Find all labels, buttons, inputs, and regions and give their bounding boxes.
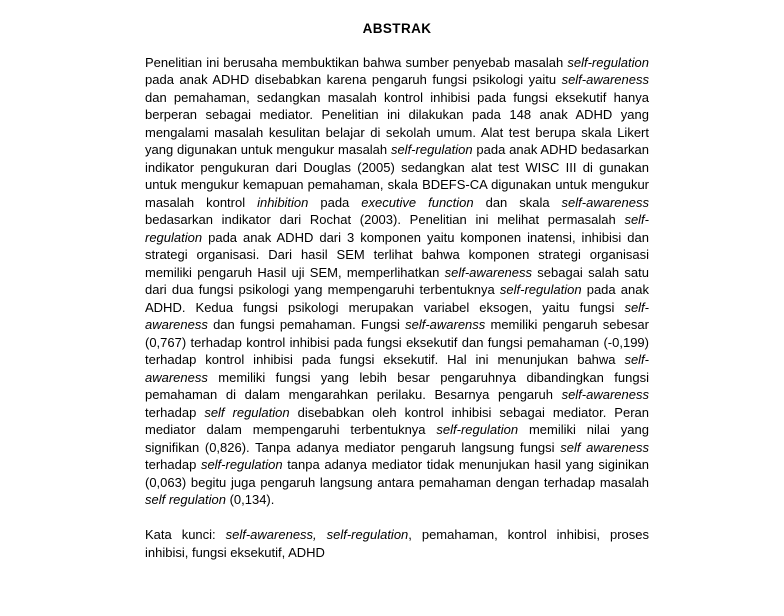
text-run: Kata kunci: [145, 527, 226, 542]
text-run: dan fungsi pemahaman. Fungsi [207, 317, 406, 332]
text-run: sebagai salah satu dari dua fungsi psikologi yang mempengaruhi terbentuknya [145, 264, 649, 297]
italic-term: self regulation [204, 404, 290, 420]
text-run: pada [308, 194, 362, 210]
text-run: terhadap [145, 404, 205, 420]
italic-term: self-awareness [145, 352, 649, 385]
italic-term: self regulation [145, 492, 226, 507]
italic-term: self-regulation [200, 457, 283, 472]
page-title: ABSTRAK [362, 21, 432, 36]
abstract-container [145, 20, 649, 561]
text-run: dan pemahaman, sedangkan masalah kontrol inhibisi pada fungsi eksekutif hanya berperan sebagai mediator. Penelitian ini dilakukan pada 148 anak ADHD yang mengalami masalah kesulitan belajar di sekolah umum. Alat test berupa skala Likert yang digunakan untuk mengukur masalah [145, 89, 649, 157]
text-run: memiliki pengaruh sebesar (0,767) terhadap kontrol inhibisi pada fungsi eksekutif dan fungsi pemahaman (-0,199) terhadap kontrol inhibisi pada fungsi eksekutif. Hal ini menunjukan bahwa [145, 317, 649, 367]
text-run: disebabkan oleh kontrol inhibisi sebagai mediator. Peran mediator dalam mempengaruhi terbentuknya [145, 404, 649, 437]
text-run: memiliki nilai yang signifikan (0,826). Tanpa adanya mediator pengaruh langsung fungsi [145, 422, 649, 455]
italic-term: inhibition [257, 194, 309, 210]
italic-term: self-regulation [145, 212, 649, 245]
text-run: terhadap [145, 457, 201, 472]
italic-term: self-awareness [561, 72, 649, 87]
italic-term: self-awareness [561, 194, 649, 210]
text-run: pada anak ADHD dari 3 komponen yaitu komponen inatensi, inhibisi dan strategi organisasi. Dari hasil SEM terlihat bahwa komponen strategi organisasi memiliki pengaruh Hasil uji SEM, memperlihatkan [145, 229, 649, 280]
abstract-paragraph [145, 54, 649, 509]
italic-term: self-regulation [567, 54, 649, 70]
italic-term: self-regulation [436, 422, 519, 437]
italic-term: self-awareness, self-regulation [225, 527, 409, 542]
text-run: Penelitian ini berusaha membuktikan bahwa sumber penyebab masalah [145, 54, 568, 70]
italic-term: self-awareness [145, 299, 649, 332]
italic-term: executive function [361, 194, 474, 210]
text-run: (0,134). [225, 492, 275, 507]
italic-term: self-regulation [499, 282, 582, 297]
text-run: pada anak ADHD bedasarkan indikator pengukuran dari Douglas (2005) sedangkan alat test WISC III di gunakan untuk mengukur kemapuan pemahaman, skala BDEFS-CA digunakan untuk mengukur masalah kontrol [145, 142, 649, 210]
italic-term: self-awareness [444, 264, 533, 280]
text-run: pada anak ADHD disebabkan karena pengaruh fungsi psikologi yaitu [145, 72, 562, 87]
italic-term: self-awareness [561, 387, 649, 402]
text-run: tanpa adanya mediator tidak menunjukan hasil yang siginikan (0,063) begitu juga pengaruh langsung antara pemahaman dengan terhadap masalah [145, 457, 650, 490]
keywords-line [145, 526, 649, 561]
text-run: dan skala [473, 194, 562, 210]
italic-term: self awareness [560, 439, 649, 455]
text-run: memiliki fungsi yang lebih besar pengaruhnya dibandingkan fungsi pemahaman di dalam mengarahkan perilaku. Besarnya pengaruh [145, 369, 649, 402]
text-run: , pemahaman, kontrol inhibisi, proses inhibisi, fungsi eksekutif, ADHD [145, 527, 649, 560]
text-run: pada anak ADHD. Kedua fungsi psikologi merupakan variabel eksogen, yaitu fungsi [145, 282, 649, 315]
italic-term: self-regulation [390, 142, 473, 157]
italic-term: self-awarenss [405, 317, 486, 332]
text-run: bedasarkan indikator dari Rochat (2003). Penelitian ini melihat permasalah [145, 212, 625, 227]
